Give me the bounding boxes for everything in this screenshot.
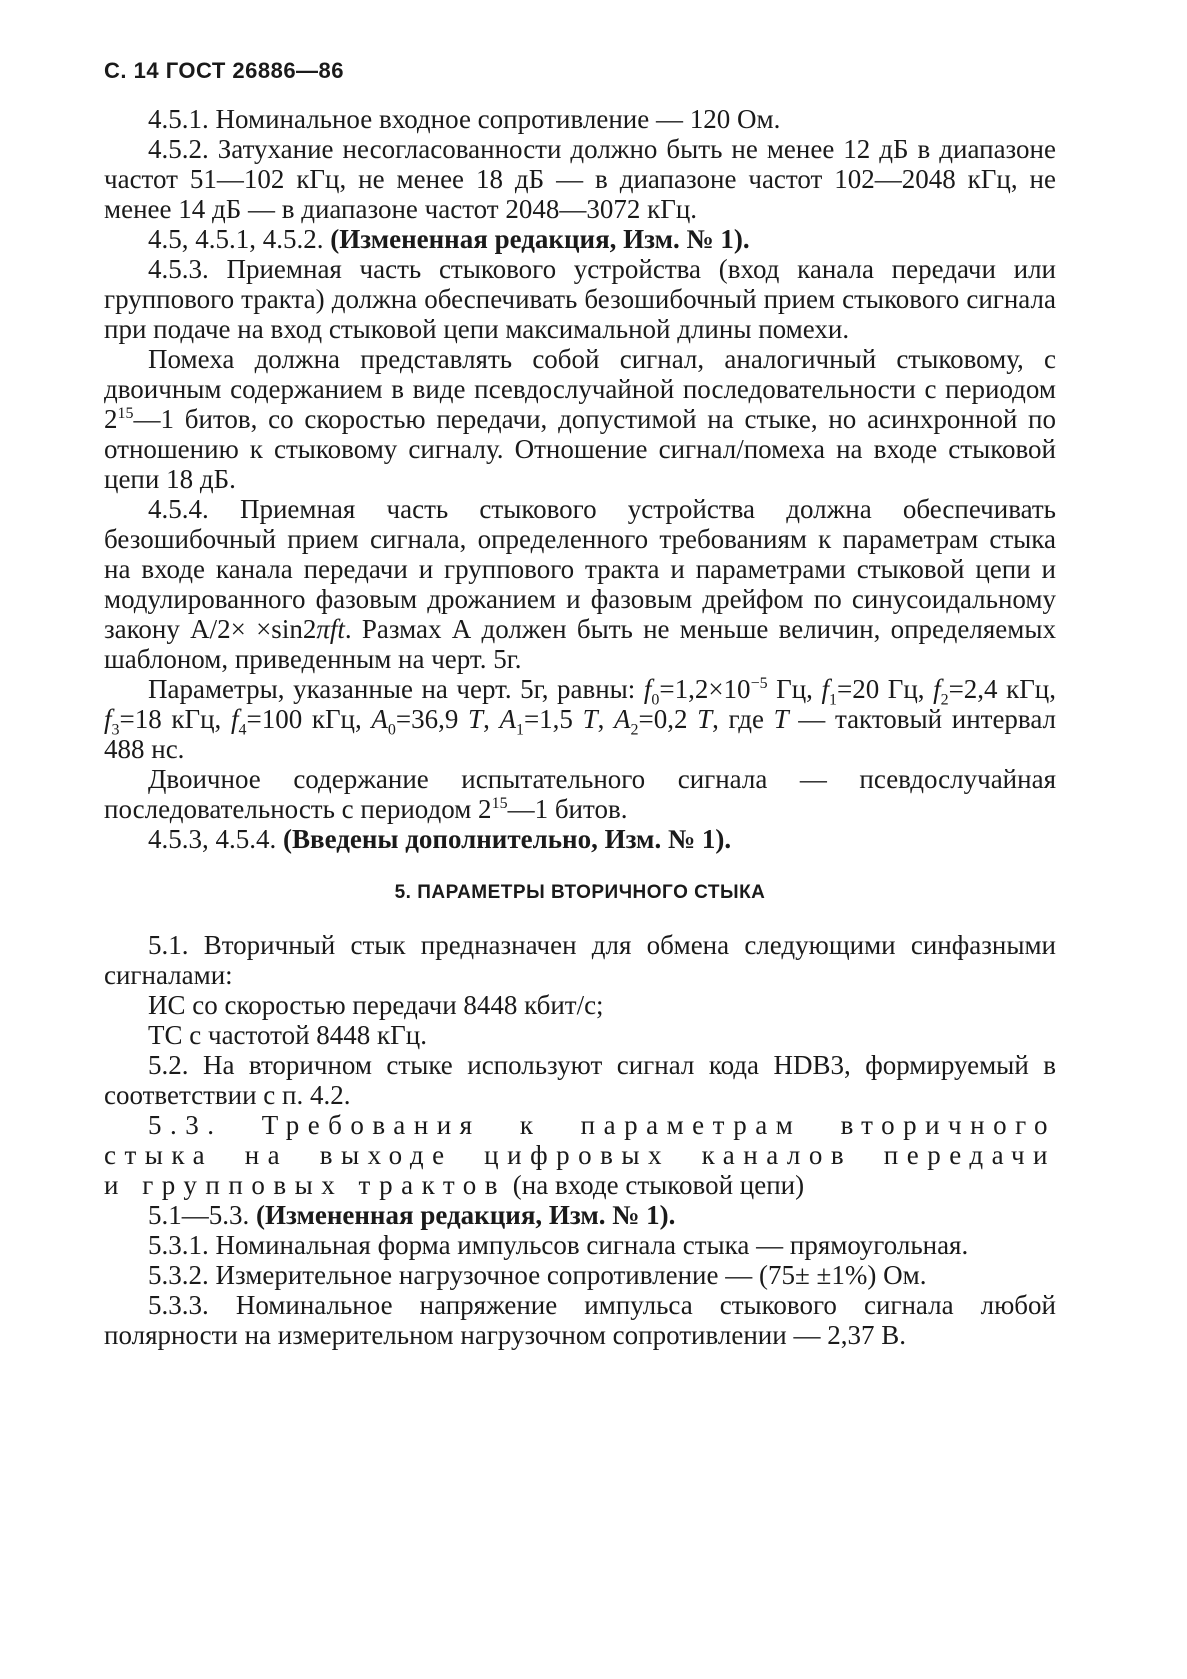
paragraph-4-5-1: 4.5.1. Номинальное входное сопротивление — 120 Ом. xyxy=(148,104,781,134)
symbol-f0: f xyxy=(643,674,652,704)
paragraph-5-2: 5.2. На вторичном стыке используют сигнал кода HDB3, формируемый в соответствии с п. 4.2. xyxy=(104,1050,1056,1110)
p454-text-c: . Размах А должен быть не меньше величин, определяемых шаблоном, приведенным на черт. 5г. xyxy=(104,614,1056,674)
sub-0: 0 xyxy=(651,691,660,709)
sub-3: 3 xyxy=(111,721,120,739)
symbol-f4: f xyxy=(230,704,239,734)
noise-text-b: —1 битов, со скоростью передачи, допустимой на стыке, но асинхронной по отношению к стыковому сигналу. Отношение сигнал/помеха на входе стыковой цепи 18 дБ. xyxy=(104,404,1056,494)
symbol-T-2: T xyxy=(582,704,598,734)
sub-1: 1 xyxy=(828,691,837,709)
paragraph-parameters xyxy=(104,674,1056,764)
page-header: С. 14 ГОСТ 26886—86 xyxy=(104,58,345,83)
sub-4: 4 xyxy=(238,721,247,739)
amendment-text-2: (Введены дополнительно, Изм. № 1). xyxy=(283,824,732,854)
binary-text-b: —1 битов. xyxy=(507,794,628,824)
sub-A1: 1 xyxy=(515,721,524,739)
params-A2-value: =0,2 xyxy=(638,704,698,734)
paragraph-4-5-2: 4.5.2. Затухание несогласованности должно быть не менее 12 дБ в диапазоне частот 51—102 кГц, не менее 18 дБ — в диапазоне частот 102—2048 кГц, не менее 14 дБ — в диапазоне частот 2048—3072 кГц. xyxy=(104,134,1056,224)
amendment-note-4-5 xyxy=(104,224,1056,254)
amendment-ref: 4.5, 4.5.1, 4.5.2. xyxy=(148,224,331,254)
paragraph-5-3-line-1: 5.3. Требования к параметрам вторичного xyxy=(148,1110,1056,1140)
noise-text-a: Помеха должна представлять собой сигнал, аналогичный стыковому, с двоичным содержанием в виде псевдослучайной последовательности с периодом 2 xyxy=(104,344,1056,434)
binary-text-a: Двоичное содержание испытательного сигнала — псевдослучайная последовательность с периодом 2 xyxy=(104,764,1056,824)
amendment-ref-2: 4.5.3, 4.5.4. xyxy=(148,824,283,854)
paragraph-binary-content xyxy=(104,764,1056,824)
symbol-A2: A xyxy=(614,704,631,734)
symbol-f2: f xyxy=(933,674,941,704)
amendment-note-5-1 xyxy=(104,1200,1056,1230)
p454-text-b: ×sin2 xyxy=(256,614,317,644)
amendment-text-3: (Измененная редакция, Изм. № 1). xyxy=(256,1200,676,1230)
symbol-T-1: T xyxy=(468,704,484,734)
p454-formula: πft xyxy=(316,614,345,644)
paragraph-5-3-2: 5.3.2. Измерительное нагрузочное сопротивление — (75± ±1%) Ом. xyxy=(148,1260,927,1290)
section-5-title: 5. ПАРАМЕТРЫ ВТОРИЧНОГО СТЫКА xyxy=(394,882,766,903)
paragraph-5-1-tc: ТС с частотой 8448 кГц. xyxy=(148,1020,427,1050)
params-hz: Гц, xyxy=(767,674,822,704)
paragraph-5-3-line-3 xyxy=(104,1170,1056,1200)
params-A1-value: =1,5 xyxy=(523,704,583,734)
symbol-T-4: T xyxy=(773,704,789,734)
params-comma: , xyxy=(483,704,500,734)
symbol-f3: f xyxy=(104,704,112,734)
paragraph-5-3-3: 5.3.3. Номинальное напряжение импульса стыкового сигнала любой полярности на измерительном нагрузочном сопротивлении — 2,37 В. xyxy=(104,1290,1056,1350)
params-exponent: −5 xyxy=(750,675,768,692)
paragraph-5-3-1: 5.3.1. Номинальная форма импульсов сигнала стыка — прямоугольная. xyxy=(148,1230,969,1260)
params-f2-value: =2,4 кГц, xyxy=(948,674,1057,704)
binary-exponent: 15 xyxy=(491,795,508,812)
amendment-note-4-5-3 xyxy=(104,824,1056,854)
sub-A2: 2 xyxy=(630,721,639,739)
paragraph-4-5-4 xyxy=(104,494,1056,674)
symbol-A0: A xyxy=(371,704,388,734)
params-f4-value: =100 кГц, xyxy=(246,704,372,734)
paragraph-noise xyxy=(104,344,1056,494)
document-page xyxy=(104,58,1056,1350)
symbol-f1: f xyxy=(821,674,829,704)
sub-2: 2 xyxy=(940,691,949,709)
paragraph-4-5-3: 4.5.3. Приемная часть стыкового устройства (вход канала передачи или группового тракта) должна обеспечивать безошибочный прием стыкового сигнала при подаче на вход стыковой цепи максимальной длины помехи. xyxy=(104,254,1056,344)
params-where: , где xyxy=(712,704,774,734)
paragraph-5-1: 5.1. Вторичный стык предназначен для обмена следующими синфазными сигналами: xyxy=(104,930,1056,990)
symbol-T-3: T xyxy=(697,704,713,734)
params-f0-value: =1,2×10 xyxy=(659,674,751,704)
p53-spaced-text: и групповых трактов xyxy=(104,1170,507,1200)
params-intro: Параметры, указанные на черт. 5г, равны: xyxy=(148,674,644,704)
params-f3-value: =18 кГц, xyxy=(119,704,231,734)
params-f1-value: =20 Гц, xyxy=(836,674,934,704)
params-A0-value: =36,9 xyxy=(395,704,469,734)
paragraph-5-1-ic: ИС со скоростью передачи 8448 кбит/с; xyxy=(148,990,604,1020)
symbol-A1: A xyxy=(499,704,516,734)
amendment-text: (Измененная редакция, Изм. № 1). xyxy=(330,224,750,254)
params-comma-2: , xyxy=(597,704,614,734)
sub-A0: 0 xyxy=(387,721,396,739)
amendment-ref-3: 5.1—5.3. xyxy=(148,1200,256,1230)
noise-exponent: 15 xyxy=(117,405,134,422)
paragraph-5-3-line-2: стыка на выходе цифровых каналов передачи xyxy=(104,1140,1056,1170)
p454-text-a: 4.5.4. Приемная часть стыкового устройства должна обеспечивать безошибочный прием сигнала, определенного требованиям к параметрам стыка на входе канала передачи и группового тракта и параметрами стыковой цепи и модулированного фазовым дрожанием и фазовым дрейфом по синусоидальному закону А/2× xyxy=(104,494,1056,644)
params-clock-interval: — тактовый интервал 488 нс. xyxy=(104,704,1057,764)
p53-plain-text: (на входе стыковой цепи) xyxy=(506,1170,805,1200)
